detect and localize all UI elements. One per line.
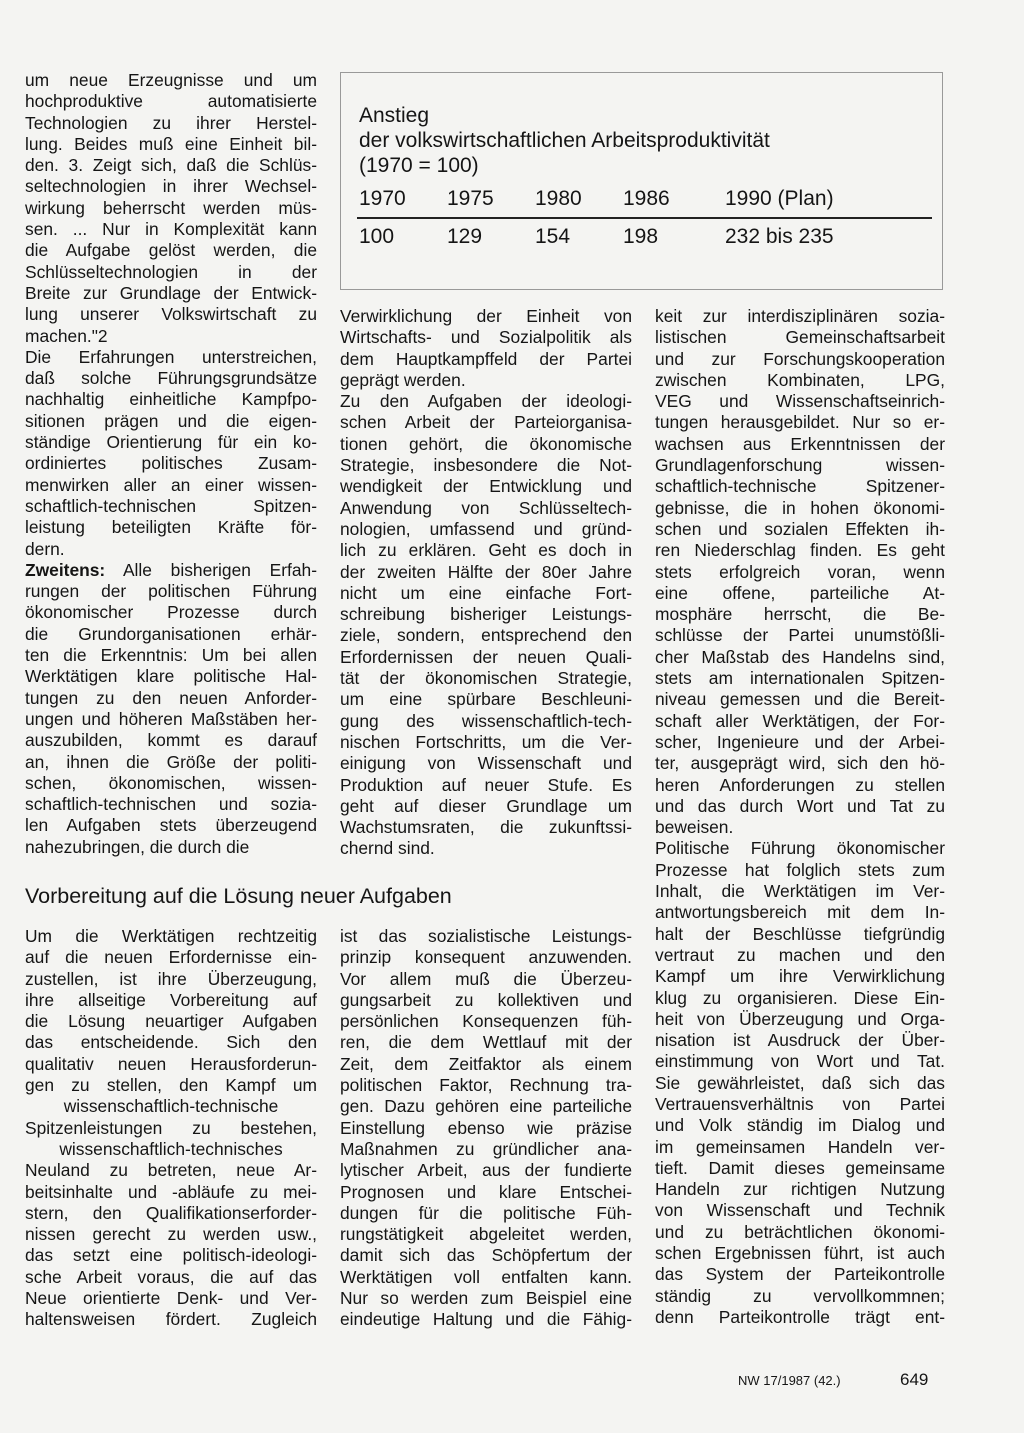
paragraph-line: Werktätigen klare politische Hal- [25, 666, 317, 687]
paragraph-line: Nur so werden zum Beispiel eine [340, 1288, 632, 1309]
paragraph-line: listischen Gemeinschaftsarbeit [655, 327, 945, 348]
paragraph-line: Zu den Aufgaben der ideologi- [340, 391, 632, 412]
paragraph-line: Prozesse hat folglich stets zum [655, 859, 945, 880]
paragraph-line: len Aufgaben stets überzeugend [25, 815, 317, 836]
paragraph-line: Verwirklichung der Einheit von [340, 306, 632, 326]
paragraph-line: ziele, sondern, entsprechend den [340, 625, 632, 646]
paragraph-continuation [25, 581, 317, 858]
paragraph-line: ökonomischer Prozesse durch [25, 602, 317, 623]
paragraph-line: auf die neuen Erfordernisse ein- [25, 947, 317, 968]
table-header-cell: 1970 [357, 185, 445, 218]
paragraph-line: wissenschaftlich-technische [63, 1096, 279, 1117]
paragraph-line: seltechnologien in ihrer Wechsel- [25, 176, 317, 197]
paragraph-line: sitionen prägen und die eigen- [25, 410, 317, 431]
paragraph-line: das entscheidende. Sich den [25, 1032, 317, 1053]
productivity-table [357, 185, 932, 251]
paragraph-line: Inhalt, die Werktätigen im Ver- [655, 881, 945, 902]
paragraph [340, 306, 632, 391]
paragraph-line: schreibung bisheriger Leistungs- [340, 604, 632, 625]
paragraph-line: prinzip konsequent anzuwenden. [340, 947, 632, 968]
table-title-line: Anstieg [359, 104, 430, 127]
paragraph-line: leistung beteiligten Kräfte för- [25, 517, 317, 538]
text-column-2 [340, 306, 632, 860]
paragraph-line: schen und sozialen Effekten ih- [655, 518, 945, 539]
paragraph-line: halt der Beschlüsse tiefgründig [655, 923, 945, 944]
paragraph-line: politischen Faktor, Rechnung tra- [340, 1075, 632, 1096]
paragraph-line: Um die Werktätigen rechtzeitig [25, 926, 317, 946]
bold-lead: Zweitens: [25, 559, 106, 580]
paragraph-line: antwortungsbereich mit dem In- [655, 902, 945, 923]
paragraph-line: heit von Überzeugung und Orga- [655, 1008, 945, 1029]
paragraph-line: haltensweisen fördert. Zugleich [25, 1309, 317, 1330]
paragraph-line: ren, die dem Wettlauf mit der [340, 1032, 632, 1053]
paragraph-line: schaft aller Werktätigen, der For- [655, 710, 945, 731]
paragraph-line: beweisen. [655, 817, 734, 838]
paragraph-line: wendigkeit der Entwicklung und [340, 476, 632, 497]
paragraph-line: mosphäre herrscht, die Be- [655, 604, 945, 625]
paragraph-line: stets erfolgreich voran, wenn [655, 561, 945, 582]
paragraph-line: stern, den Qualifikationserforder- [25, 1202, 317, 1223]
paragraph-line: niveau gemessen und die Bereit- [655, 689, 945, 710]
paragraph-line: die Lösung neuartiger Aufgaben [25, 1011, 317, 1032]
text-column-1 [25, 70, 317, 858]
paragraph-line: Prognosen und klare Entschei- [340, 1181, 632, 1202]
paragraph-line: tät der ökonomischen Strategie, [340, 668, 632, 689]
issue-reference: NW 17/1987 (42.) [738, 1373, 841, 1388]
paragraph-line: qualitativ neuen Herausforderun- [25, 1053, 317, 1074]
paragraph-line: im gemeinsamen Handeln ver- [655, 1136, 945, 1157]
table-title [359, 103, 770, 178]
paragraph-line: Maßnahmen zu gründlicher ana- [340, 1138, 632, 1159]
paragraph-line: nologien, umfassend und gründ- [340, 518, 632, 539]
paragraph-line: machen."2 [25, 325, 108, 346]
paragraph-line: persönlichen Konsequenzen füh- [340, 1011, 632, 1032]
paragraph-line: eindeutige Haltung und die Fähig- [340, 1309, 632, 1330]
paragraph-line: nisation ist Ausdruck der Über- [655, 1030, 945, 1051]
paragraph-line: schen Arbeit der Parteiorganisa- [340, 412, 632, 433]
paragraph-line: schaftlich-technische Spitzener- [655, 476, 945, 497]
paragraph-line: ren Niederschlag finden. Es geht [655, 540, 945, 561]
paragraph-line: lytischer Arbeit, aus der fundierte [340, 1160, 632, 1181]
paragraph-line: dern. [25, 538, 65, 559]
table-title-line: der volkswirtschaftlichen Arbeitsproduktivität [359, 129, 770, 152]
paragraph-line: Neue orientierte Denk- und Ver- [25, 1288, 317, 1309]
paragraph-line: chernd sind. [340, 838, 435, 859]
paragraph-line: gungsarbeit zu kollektiven und [340, 989, 632, 1010]
paragraph-line: nischen Fortschritts, um die Ver- [340, 731, 632, 752]
paragraph [25, 926, 317, 1331]
paragraph [25, 560, 317, 858]
paragraph-line: Erfordernissen der neuen Quali- [340, 646, 632, 667]
paragraph-line: Die Erfahrungen unterstreichen, [25, 346, 317, 367]
paragraph-line: und Volk ständig im Dialog und [655, 1115, 945, 1136]
paragraph-line: um eine spürbare Beschleuni- [340, 689, 632, 710]
paragraph-line: schlüsse der Partei unumstößli- [655, 625, 945, 646]
paragraph-line: Strategie, insbesondere die Not- [340, 455, 632, 476]
paragraph-line: ungen und höheren Maßstäben her- [25, 708, 317, 729]
paragraph-line: tungen zu den neuen Anforder- [25, 687, 317, 708]
paragraph-line: die Grundorganisationen erhär- [25, 623, 317, 644]
paragraph-line: ihre allseitige Vorbereitung auf [25, 989, 317, 1010]
paragraph-line: das setzt eine politisch-ideologi- [25, 1245, 317, 1266]
paragraph-line: Technologien zu ihrer Herstel- [25, 112, 317, 133]
table-cell: 198 [623, 225, 659, 248]
paragraph-line: ordiniertes politisches Zusam- [25, 453, 317, 474]
paragraph-line: gung des wissenschaftlich-tech- [340, 710, 632, 731]
paragraph-line: dem Hauptkampffeld der Partei [340, 348, 632, 369]
text-column-5 [340, 926, 632, 1331]
paragraph-line: cher Maßstab des Handelns sind, [655, 646, 945, 667]
paragraph-line: zwischen Kombinaten, LPG, [655, 369, 945, 390]
paragraph-line: und das durch Wort und Tat zu [655, 795, 945, 816]
paragraph-line: gebnisse, die in hohen ökonomi- [655, 497, 945, 518]
paragraph-line: geht auf dieser Grundlage um [340, 795, 632, 816]
table-title-line: (1970 = 100) [359, 154, 479, 177]
section-heading: Vorbereitung auf die Lösung neuer Aufgaben [25, 884, 452, 908]
paragraph-line: geprägt werden. [340, 369, 466, 390]
paragraph-line: Sie gewährleistet, daß sich das [655, 1072, 945, 1093]
paragraph-line: wirkung beherrscht werden müs- [25, 197, 317, 218]
paragraph-line: ständig zu vervollkommnen; [655, 1285, 945, 1306]
table-header-cell: 1975 [445, 185, 533, 218]
paragraph-line: tieft. Damit dieses gemeinsame [655, 1157, 945, 1178]
paragraph-line: und zur Forschungskooperation [655, 348, 945, 369]
paragraph-line: stets am internationalen Spitzen- [655, 668, 945, 689]
paragraph-line: wachsen aus Erkenntnissen der [655, 433, 945, 454]
paragraph-line: ständige Orientierung für ein ko- [25, 432, 317, 453]
paragraph-line: einstimmung von Wort und Tat. [655, 1051, 945, 1072]
paragraph-line: zustellen, ist ihre Überzeugung, [25, 968, 317, 989]
paragraph-line: nicht um eine einfache Fort- [340, 582, 632, 603]
paragraph-line: Werktätigen voll entfalten kann. [340, 1266, 632, 1287]
paragraph-line: Vertrauensverhältnis von Partei [655, 1093, 945, 1114]
productivity-table-box [340, 72, 943, 290]
paragraph-line: um neue Erzeugnisse und um [25, 70, 317, 90]
paragraph-line: lich zu erklären. Geht es doch in [340, 540, 632, 561]
paragraph-line [25, 560, 317, 581]
paragraph-line: gen zu stellen, den Kampf um [25, 1075, 317, 1096]
paragraph-line: vertraut zu machen und den [655, 944, 945, 965]
paragraph-line: Neuland zu betreten, neue Ar- [25, 1160, 317, 1181]
paragraph-line: Handeln zur richtigen Nutzung [655, 1179, 945, 1200]
paragraph-line: rungen der politischen Führung [25, 581, 317, 602]
paragraph-line: den. 3. Zeigt sich, daß die Schlüs- [25, 155, 317, 176]
paragraph-line: sen. ... Nur in Komplexität kann [25, 219, 317, 240]
paragraph-line: Produktion auf neuer Stufe. Es [340, 774, 632, 795]
paragraph-line: keit zur interdisziplinären sozia- [655, 306, 945, 326]
table-header-cell: 1980 [533, 185, 621, 218]
paragraph-line: sche Arbeit voraus, die auf das [25, 1266, 317, 1287]
table-cell: 129 [447, 225, 483, 248]
paragraph-line: schen, ökonomischen, wissen- [25, 772, 317, 793]
table-cell: 232 bis 235 [725, 225, 834, 248]
paragraph-line: Wachstumsraten, die zukunftssi- [340, 817, 632, 838]
paragraph-line: auszubilden, kommt es darauf [25, 730, 317, 751]
paragraph-line: eine offene, parteiliche At- [655, 582, 945, 603]
paragraph-line: Grundlagenforschung wissen- [655, 455, 945, 476]
paragraph-line: menwirken aller an einer wissen- [25, 474, 317, 495]
table-row [357, 218, 932, 251]
table-header-cell: 1990 (Plan) [723, 185, 932, 218]
paragraph [655, 306, 945, 838]
paragraph-line: Vor allem muß die Überzeu- [340, 968, 632, 989]
paragraph [655, 838, 945, 1328]
table-cell: 100 [359, 225, 395, 248]
paragraph-line: beitsinhalte und -abläufe zu mei- [25, 1181, 317, 1202]
paragraph [340, 391, 632, 860]
table-header-cell: 1986 [621, 185, 723, 218]
paragraph-line: die Aufgabe gelöst werden, die [25, 240, 317, 261]
paragraph-line: lung. Beides muß eine Einheit bil- [25, 133, 317, 154]
paragraph-line: Politische Führung ökonomischer [655, 838, 945, 859]
table-cell: 154 [535, 225, 571, 248]
paragraph-line: rungstätigkeit abgeleitet werden, [340, 1224, 632, 1245]
paragraph-line: lung unserer Volkswirtschaft zu [25, 304, 317, 325]
paragraph-line: schaftlich-technischen Spitzen- [25, 495, 317, 516]
paragraph-line: tionen gehört, die ökonomische [340, 433, 632, 454]
paragraph-line: Schlüsseltechnologien in der [25, 261, 317, 282]
paragraph-line: ten die Erkenntnis: Um bei allen [25, 645, 317, 666]
text-column-3 [655, 306, 945, 1328]
paragraph-line: und zu beträchtlichen ökonomi- [655, 1221, 945, 1242]
paragraph-line: Zeit, dem Zeitfaktor als einem [340, 1053, 632, 1074]
paragraph-line: VEG und Wissenschaftseinrich- [655, 391, 945, 412]
paragraph-line: Kampf um ihre Verwirklichung [655, 966, 945, 987]
paragraph-line: nahezubringen, die durch die [25, 836, 250, 857]
paragraph-line: dungen für die politische Füh- [340, 1202, 632, 1223]
paragraph-line: daß solche Führungsgrundsätze [25, 368, 317, 389]
paragraph [25, 347, 317, 560]
paragraph [25, 70, 317, 347]
paragraph-line: Anwendung von Schlüsseltech- [340, 497, 632, 518]
text-column-4 [25, 926, 317, 1331]
paragraph-line: nachhaltig einheitliche Kampfpo- [25, 389, 317, 410]
paragraph-line: gen. Dazu gehören eine parteiliche [340, 1096, 632, 1117]
paragraph-line: wissenschaftlich-technisches [59, 1138, 283, 1159]
paragraph-line: das System der Parteikontrolle [655, 1264, 945, 1285]
paragraph-line: heren Anforderungen zu stellen [655, 774, 945, 795]
paragraph-line: Spitzenleistungen zu bestehen, [25, 1117, 317, 1138]
paragraph-line: einigung von Wissenschaft und [340, 753, 632, 774]
paragraph-line: der zweiten Hälfte der 80er Jahre [340, 561, 632, 582]
paragraph-line: schaftlich-technischen und sozia- [25, 794, 317, 815]
paragraph [340, 926, 632, 1331]
paragraph-line: klug zu organisieren. Diese Ein- [655, 987, 945, 1008]
page-number: 649 [900, 1370, 929, 1389]
paragraph-line: nissen gerecht zu werden usw., [25, 1224, 317, 1245]
paragraph-line: denn Parteikontrolle trägt ent- [655, 1306, 945, 1327]
lead-text: Alle bisherigen Erfah- [105, 559, 317, 580]
paragraph-line: damit sich das Schöpfertum der [340, 1245, 632, 1266]
paragraph-line: hochproduktive automatisierte [25, 91, 317, 112]
paragraph-line: von Wissenschaft und Technik [655, 1200, 945, 1221]
paragraph-line: tungen herausgebildet. Nur so er- [655, 412, 945, 433]
paragraph-line: Breite zur Grundlage der Entwick- [25, 282, 317, 303]
paragraph-line: ter, ausgeprägt wird, sich den hö- [655, 753, 945, 774]
paragraph-line: Einstellung ebenso wie präzise [340, 1117, 632, 1138]
paragraph-line: scher, Ingenieure und der Arbei- [655, 731, 945, 752]
table-header-row [357, 185, 932, 218]
paragraph-line: an, ihnen die Größe der politi- [25, 751, 317, 772]
paragraph-line: ist das sozialistische Leistungs- [340, 926, 632, 946]
paragraph-line: Wirtschafts- und Sozialpolitik als [340, 327, 632, 348]
paragraph-line: schen Ergebnissen führt, ist auch [655, 1243, 945, 1264]
